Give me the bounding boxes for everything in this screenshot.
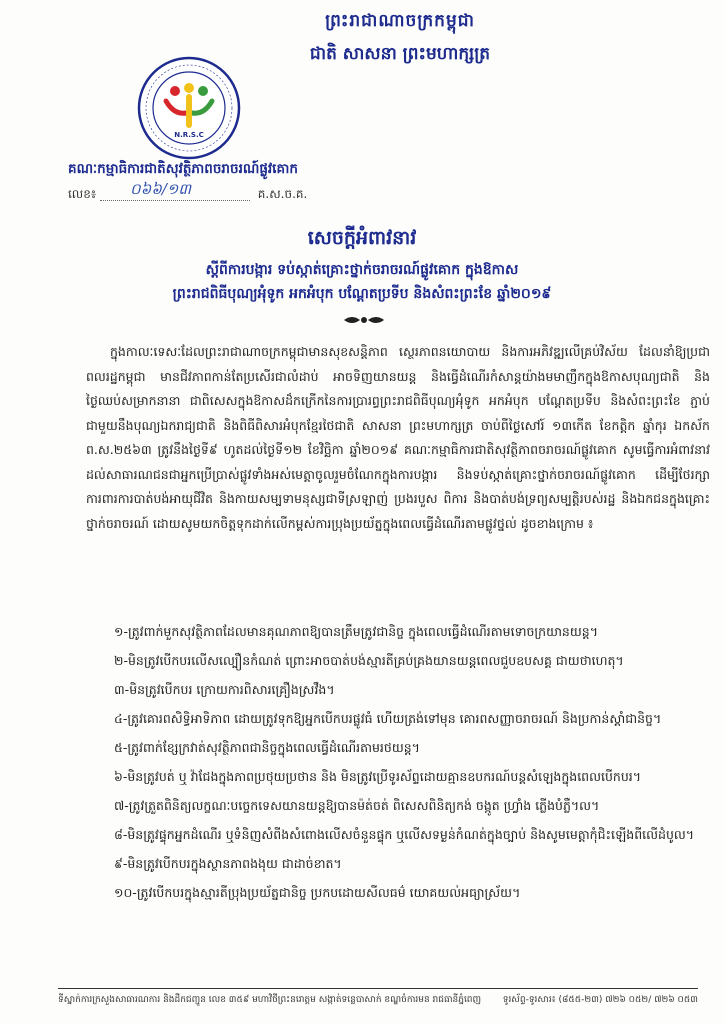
list-item: ៥-ត្រូវពាក់ខ្សែក្រវាត់សុវត្ថិភាពជានិច្ចក្នុងពេលធ្វើដំណើរតាមរថយន្ត។ xyxy=(114,740,420,755)
list-item: ៣-មិនត្រូវបើកបរ ក្រោយការពិសារគ្រឿងស្រវឹង។ xyxy=(114,682,335,697)
body-paragraph: ក្នុងកាលៈទេសៈដែលព្រះរាជាណាចក្រកម្ពុជាមានសុខសន្តិភាព ស្ថេរភាពនយោបាយ និងការអភិវឌ្ឍលើគ្រប់វិស័យ ដែលនាំឱ្យប្រជាពលរដ្ឋកម្ពុជា មានជីវភាពកាន់តែប្រសើរជាលំដាប់ អាចទិញយានយន្ត និងធ្វើដំណើរកំសាន្តយ៉ាងមមាញឹកក្នុងឱកាសបុណ្យជាតិ និងថ្ងៃឈប់សម្រាកនានា ជាពិសេសក្នុងឱកាសដ៏កក្រើកនៃការប្រារព្ធព្រះរាជពិធីបុណ្យអុំទូក អកអំបុក បណ្ដែតប្រទីប និងសំពះព្រះខែ ភ្ជាប់ជាមួយនឹងបុណ្យឯករាជ្យជាតិ និងពិធីពិសារអំបុកខ្មែរថៃជាតិ សាសនា ព្រះមហាក្សត្រ ចាប់ពីថ្ងៃសៅរ៍ ១៣កើត ខែកត្ដិក ឆ្នាំកុរ ឯកស័ក ព.ស.២៥៦៣ ត្រូវនឹងថ្ងៃទី៩ ហូតដល់ថ្ងៃទី១២ ខែវិច្ឆិកា ឆ្នាំ២០១៩ គណៈកម្មាធិការជាតិសុវត្ថិភាពចរាចរណ៍ផ្លូវគោក សូមធ្វើការអំពាវនាវដល់សាធារណជនជាអ្នកប្រើប្រាស់ផ្លូវទាំងអស់មេត្ដាចូលរួមចំណែកក្នុងការបង្ការ និងទប់ស្កាត់គ្រោះថ្នាក់ចរាចរណ៍ផ្លូវគោក ដើម្បីថែរក្សា ការពារការបាត់បង់អាយុជីវិត និងកាយសម្បទាមនុស្សជាទីស្រឡាញ់ ប្រងរបួស ពិការ និងបាត់បង់ទ្រព្យសម្បត្តិរបស់រដ្ឋ និងឯកជនក្នុងគ្រោះថ្នាក់ចរាចរណ៍ ដោយសូមយកចិត្តទុកដាក់លើកម្ពស់ការប្រុងប្រយ័ត្នក្នុងពេលធ្វើដំណើរតាមផ្លូវថ្នល់ ដូចខាងក្រោម ៖ xyxy=(86,344,710,531)
list-item: ១០-ត្រូវបើកបរក្នុងស្មារតីប្រុងប្រយ័ត្នជានិច្ច ប្រកបដោយសីលធម៌ យោគយល់អធ្យាស្រ័យ។ xyxy=(114,885,521,900)
list-item: ៩-មិនត្រូវបើកបរក្នុងស្ថានភាពងងុយ ជាដាច់ខាត។ xyxy=(114,856,342,871)
kingdom-line: ព្រះរាជាណាចក្រកម្ពុជា xyxy=(325,11,475,31)
committee-name: គណៈកម្មាធិការជាតិសុវត្ថិភាពចរាចរណ៍ផ្លូវគោក xyxy=(68,161,298,177)
svg-text:N.R.S.C: N.R.S.C xyxy=(174,131,204,139)
ref-number: ០៦៦/១៣ xyxy=(129,180,192,198)
footer-address: ទីស្នាក់ការក្រសួងសាធារណការ និងដឹកជញ្ជូន លេខ ៣៥៩ មហាវិថីព្រះនរោត្តម សង្កាត់ទន្លេបាសាក់ ខណ្ឌចំការមន រាជធានីភ្នំពេញ xyxy=(58,995,482,1005)
list-item: ៧-ត្រូវត្រួតពិនិត្យលក្ខណៈបច្ចេកទេសយានយន្តឱ្យបានម៉ត់ចត់ ពិសេសពិនិត្យកង់ ចង្កូត ហ្វ្រាំង ភ្លើងបំភ្លឺ។ល។ xyxy=(114,798,600,813)
ref-suffix: គ.ស.ច.គ. xyxy=(257,187,308,201)
document-title: សេចក្ដីអំពាវនាវ xyxy=(307,227,417,249)
reference-line xyxy=(68,180,348,204)
list-item: ១-ត្រូវពាក់មួកសុវត្ថិភាពដែលមានគុណភាពឱ្យបានត្រឹមត្រូវជានិច្ច ក្នុងពេលធ្វើដំណើរតាមទោចក្រយានយន្ត។ xyxy=(114,624,598,639)
nrsc-logo xyxy=(136,55,242,161)
list-item: ២-មិនត្រូវបើកបរលើសល្បឿនកំណត់ ព្រោះអាចបាត់បង់ស្មារតីគ្រប់គ្រងយានយន្តពេលជួបឧបសគ្គ ជាយថាហេតុ។ xyxy=(114,653,624,668)
list-item: ៦-មិនត្រូវបត់ ឬ វ៉ាជែងក្នុងភាពប្រថុយប្រថាន និង មិនត្រូវប្រើទូរស័ព្ទដោយគ្មានឧបករណ៍បន្តសំឡេងក្នុងពេលបើកបរ។ xyxy=(114,769,641,784)
ref-label: លេខ៖ xyxy=(68,187,97,201)
footer-phone: ទូរស័ព្ទ-ទូរសារ៖ (៨៥៥-២៣) ៧២៦ ០៥២/ ៧២៦ ០៥៣ xyxy=(502,995,698,1005)
document-subtitle xyxy=(0,258,724,306)
ref-field xyxy=(100,180,250,201)
advice-list xyxy=(114,620,714,910)
list-item: ៤-ត្រូវគោរពសិទ្ធិអាទិភាព ដោយត្រូវទុកឱ្យអ្នកបើកបរផ្លូវធំ ហើយត្រង់ទៅមុន គោរពសញ្ញាចរាចរណ៍ និងប្រកាន់ស្ដាំជានិច្ច។ xyxy=(114,711,662,726)
motto-line: ជាតិ សាសនា ព្រះមហាក្សត្រ xyxy=(309,44,491,64)
kingdom-header xyxy=(250,10,550,68)
subtitle-line-2: ព្រះរាជពិធីបុណ្យអុំទូក អកអំបុក បណ្ដែតប្រទីប និងសំពះព្រះខែ ឆ្នាំ២០១៩ xyxy=(172,286,552,302)
ornament-divider-icon xyxy=(340,312,388,328)
footer xyxy=(58,994,698,1007)
subtitle-line-1: ស្ដីពីការបង្ការ ទប់ស្កាត់គ្រោះថ្នាក់ចរាចរណ៍ផ្លូវគោក ក្នុងឱកាស xyxy=(205,262,519,278)
footer-divider xyxy=(58,988,698,989)
list-item: ៨-មិនត្រូវផ្ទុកអ្នកដំណើរ ឬទំនិញសំពីងសំពោងលើសចំនួនផ្ទុក ឬលើសទម្ងន់កំណត់ក្នុងច្បាប់ និងសូមមេត្ដាកុំជិះឡើងពីលើដំបូល។ xyxy=(114,827,695,842)
